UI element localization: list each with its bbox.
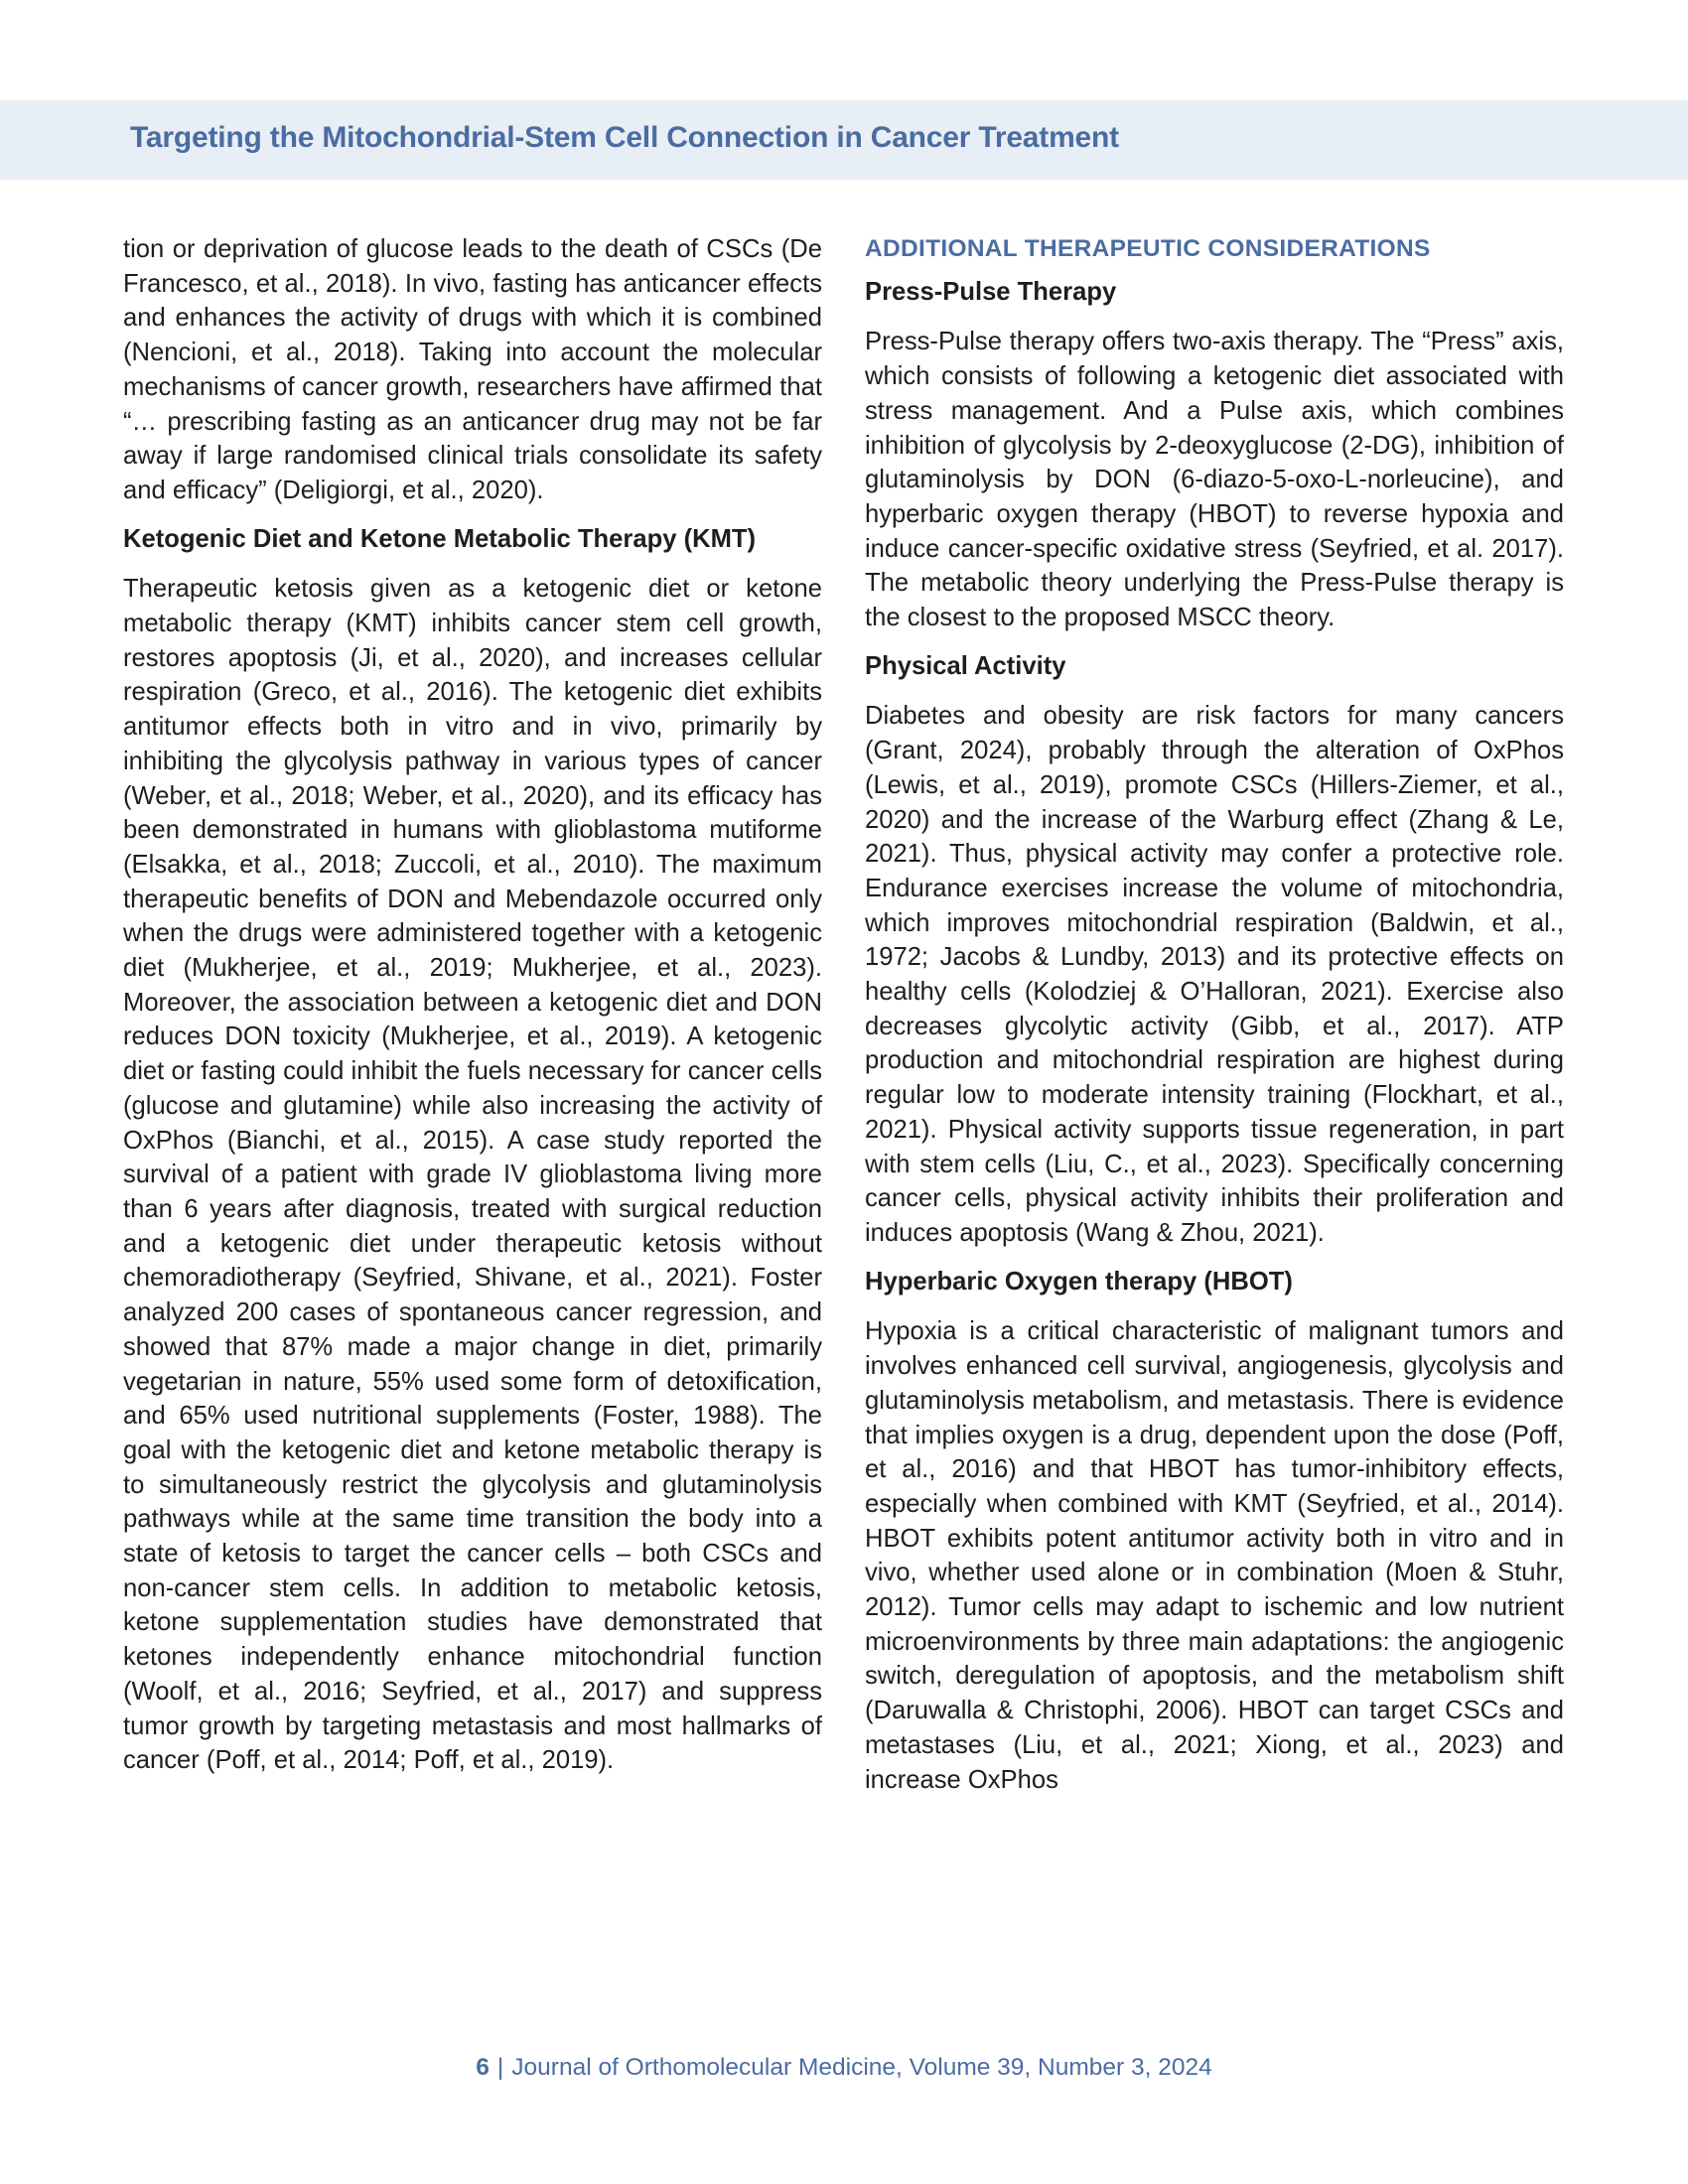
page-number: 6 (476, 2054, 490, 2081)
heading-ketogenic-diet: Ketogenic Diet and Ketone Metabolic Therapy (KMT) (123, 524, 757, 553)
section-heading-additional-considerations: ADDITIONAL THERAPEUTIC CONSIDERATIONS (865, 235, 1431, 262)
paragraph-press-pulse: Press-Pulse therapy offers two-axis therapy. The “Press” axis, which consists of following a ketogenic diet associated with stress management. And a Pulse axis, which combines inhibition of glycolysis by 2-deoxyglucose (2-DG), inhibition of glutaminolysis by DON (6-diazo-5-oxo-L-norleucine), and hyperbaric oxygen therapy (HBOT) to reverse hypoxia and induce cancer-specific oxidative stress (Seyfried, et al. 2017). The metabolic theory underlying the Press-Pulse therapy is the closest to the proposed MSCC theory. (865, 328, 1564, 632)
paragraph-physical-activity: Diabetes and obesity are risk factors for many cancers (Grant, 2024), probably through the alteration of OxPhos (Lewis, et al., 2019), promote CSCs (Hillers-Ziemer, et al., 2020) and the increase of the Warburg effect (Zhang & Le, 2021). Thus, physical activity may confer a protective role. Endurance exercises increase the volume of mitochondria, which improves mitochondrial respiration (Baldwin, et al., 1972; Jacobs & Lundby, 2013) and its protective effects on healthy cells (Kolodziej & O’Halloran, 2021). Exercise also decreases glycolytic activity (Gibb, et al., 2017). ATP production and mitochondrial respiration are highest during regular low to moderate intensity training (Flockhart, et al., 2021). Physical activity supports tissue regeneration, in part with stem cells (Liu, C., et al., 2023). Specifically concerning cancer cells, physical activity inhibits their proliferation and induces apoptosis (Wang & Zhou, 2021). (865, 702, 1564, 1247)
page-footer (0, 2054, 1688, 2082)
footer-separator: | (496, 2054, 504, 2081)
heading-press-pulse: Press-Pulse Therapy (865, 277, 1117, 306)
journal-citation: Journal of Orthomolecular Medicine, Volume 39, Number 3, 2024 (511, 2054, 1212, 2081)
heading-hbot: Hyperbaric Oxygen therapy (HBOT) (865, 1267, 1293, 1296)
left-column (123, 232, 822, 1778)
right-column (865, 232, 1564, 1797)
paragraph-fasting-continued: tion or deprivation of glucose leads to the death of CSCs (De Francesco, et al., 2018). In vivo, fasting has anticancer effects and enhances the activity of drugs with which it is combined (Nencioni, et al., 2018). Taking into account the molecular mechanisms of cancer growth, researchers have affirmed that “… prescribing fasting as an anticancer drug may not be far away if large randomised clinical trials consolidate its safety and efficacy” (Deligiorgi, et al., 2020). (123, 235, 822, 504)
paragraph-hbot: Hypoxia is a critical characteristic of malignant tumors and involves enhanced cell survival, angiogenesis, glycolysis and glutaminolysis metabolism, and metastasis. There is evidence that implies oxygen is a drug, dependent upon the dose (Poff, et al., 2016) and that HBOT has tumor-inhibitory effects, especially when combined with KMT (Seyfried, et al., 2014). HBOT exhibits potent antitumor activity both in vitro and in vivo, whether used alone or in combination (Moen & Stuhr, 2012). Tumor cells may adapt to ischemic and low nutrient microenvironments by three main adaptations: the angiogenic switch, deregulation of apoptosis, and the metabolism shift (Daruwalla & Christophi, 2006). HBOT can target CSCs and metastases (Liu, et al., 2021; Xiong, et al., 2023) and increase OxPhos (865, 1317, 1564, 1794)
heading-physical-activity: Physical Activity (865, 651, 1066, 680)
paragraph-ketogenic-diet: Therapeutic ketosis given as a ketogenic diet or ketone metabolic therapy (KMT) inhibits cancer stem cell growth, restores apoptosis (Ji, et al., 2020), and increases cellular respiration (Greco, et al., 2016). The ketogenic diet exhibits antitumor effects both in vitro and in vivo, primarily by inhibiting the glycolysis pathway in various types of cancer (Weber, et al., 2018; Weber, et al., 2020), and its efficacy has been demonstrated in humans with glioblastoma mutiforme (Elsakka, et al., 2018; Zuccoli, et al., 2010). The maximum therapeutic benefits of DON and Mebendazole occurred only when the drugs were administered together with a ketogenic diet (Mukherjee, et al., 2019; Mukherjee, et al., 2023). Moreover, the association between a ketogenic diet and DON reduces DON toxicity (Mukherjee, et al., 2019). A ketogenic diet or fasting could inhibit the fuels necessary for cancer cells (glucose and glutamine) while also increasing the activity of OxPhos (Bianchi, et al., 2015). A case study reported the survival of a patient with grade IV glioblastoma living more than 6 years after diagnosis, treated with surgical reduction and a ketogenic diet under therapeutic ketosis without chemoradiotherapy (Seyfried, Shivane, et al., 2021). Foster analyzed 200 cases of spontaneous cancer regression, and showed that 87% made a major change in diet, primarily vegetarian in nature, 55% used some form of detoxification, and 65% used nutritional supplements (Foster, 1988). The goal with the ketogenic diet and ketone metabolic therapy is to simultaneously restrict the glycolysis and glutaminolysis pathways while at the same time transition the body into a state of ketosis to target the cancer cells – both CSCs and non-cancer stem cells. In addition to metabolic ketosis, ketone supplementation studies have demonstrated that ketones independently enhance mitochondrial function (Woolf, et al., 2016; Seyfried, et al., 2017) and suppress tumor growth by targeting metastasis and most hallmarks of cancer (Poff, et al., 2014; Poff, et al., 2019). (123, 575, 822, 1775)
running-header-title: Targeting the Mitochondrial-Stem Cell Connection in Cancer Treatment (130, 121, 1119, 154)
